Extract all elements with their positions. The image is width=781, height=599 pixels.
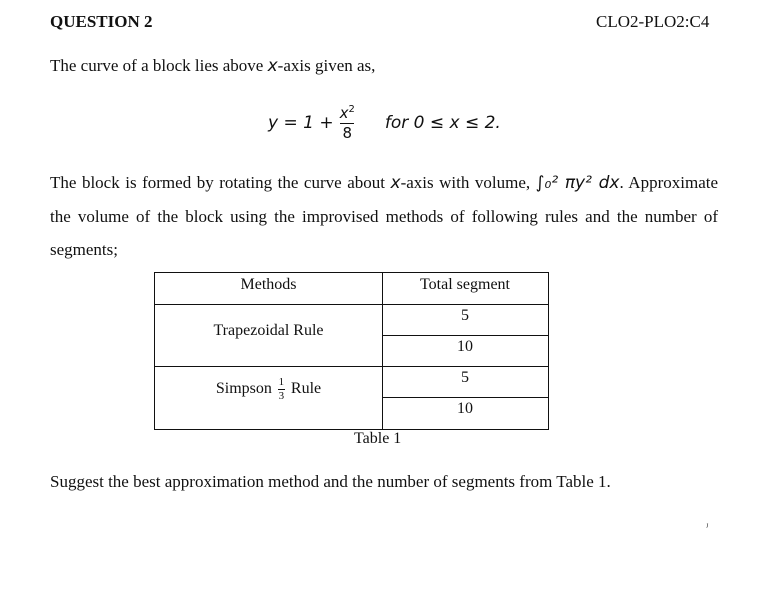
table-caption: Table 1 xyxy=(354,430,402,447)
paragraph-line-1 xyxy=(50,166,718,200)
problem-paragraph xyxy=(50,166,718,266)
page-mark: ᴶ xyxy=(706,522,709,533)
header-total-segment: Total segment xyxy=(420,276,510,293)
intro-text-a: The curve of a block lies above xyxy=(50,56,268,75)
equation-condition: for 0 ≤ x ≤ 2. xyxy=(384,113,501,133)
header-methods: Methods xyxy=(240,276,297,293)
method-simpson xyxy=(155,377,382,402)
paragraph-line-1-a: The block is formed by rotating the curve about xyxy=(50,173,391,192)
simpson-segments-5: 5 xyxy=(461,369,469,386)
paragraph-var: x xyxy=(390,173,401,193)
clo-code: CLO2-PLO2:C4 xyxy=(596,12,710,31)
paragraph-line-1-c: . Approximate xyxy=(619,173,719,192)
equation-numerator-var: x xyxy=(339,104,349,122)
equation-lhs: y = 1 + xyxy=(268,113,334,133)
equation-fraction xyxy=(340,105,355,141)
methods-table xyxy=(154,272,549,430)
table-section-rule xyxy=(155,366,548,367)
equation-numerator-exp: 2 xyxy=(348,104,355,115)
equation-denominator: 8 xyxy=(342,124,352,142)
table-row-rule xyxy=(382,397,548,398)
one-third-denominator: 3 xyxy=(278,390,285,402)
table-row-rule xyxy=(382,335,548,336)
intro-text xyxy=(50,56,375,76)
paragraph-line-3: segments; xyxy=(50,240,118,259)
one-third-numerator: 1 xyxy=(278,376,285,388)
intro-var: x xyxy=(267,56,278,76)
trapezoidal-segments-10: 10 xyxy=(457,338,473,355)
paragraph-line-1-b: -axis with volume, xyxy=(400,173,536,192)
simpson-segments-10: 10 xyxy=(457,400,473,417)
trapezoidal-segments-5: 5 xyxy=(461,307,469,324)
curve-equation xyxy=(268,100,501,146)
volume-integral: ∫₀² πy² dx xyxy=(535,173,620,193)
one-third-fraction xyxy=(278,377,285,402)
final-instruction: Suggest the best approximation method and the number of segments from Table 1. xyxy=(50,472,611,491)
table-header-rule xyxy=(155,304,548,305)
question-title: QUESTION 2 xyxy=(50,12,153,31)
simpson-rule-label: Rule xyxy=(290,380,322,398)
method-trapezoidal: Trapezoidal Rule xyxy=(213,322,324,339)
paragraph-line-2: the volume of the block using the improvised methods of following rules and the number of xyxy=(50,207,718,226)
simpson-label: Simpson xyxy=(215,380,272,398)
equation-numerator xyxy=(340,105,355,123)
intro-text-b: -axis given as, xyxy=(277,56,376,75)
